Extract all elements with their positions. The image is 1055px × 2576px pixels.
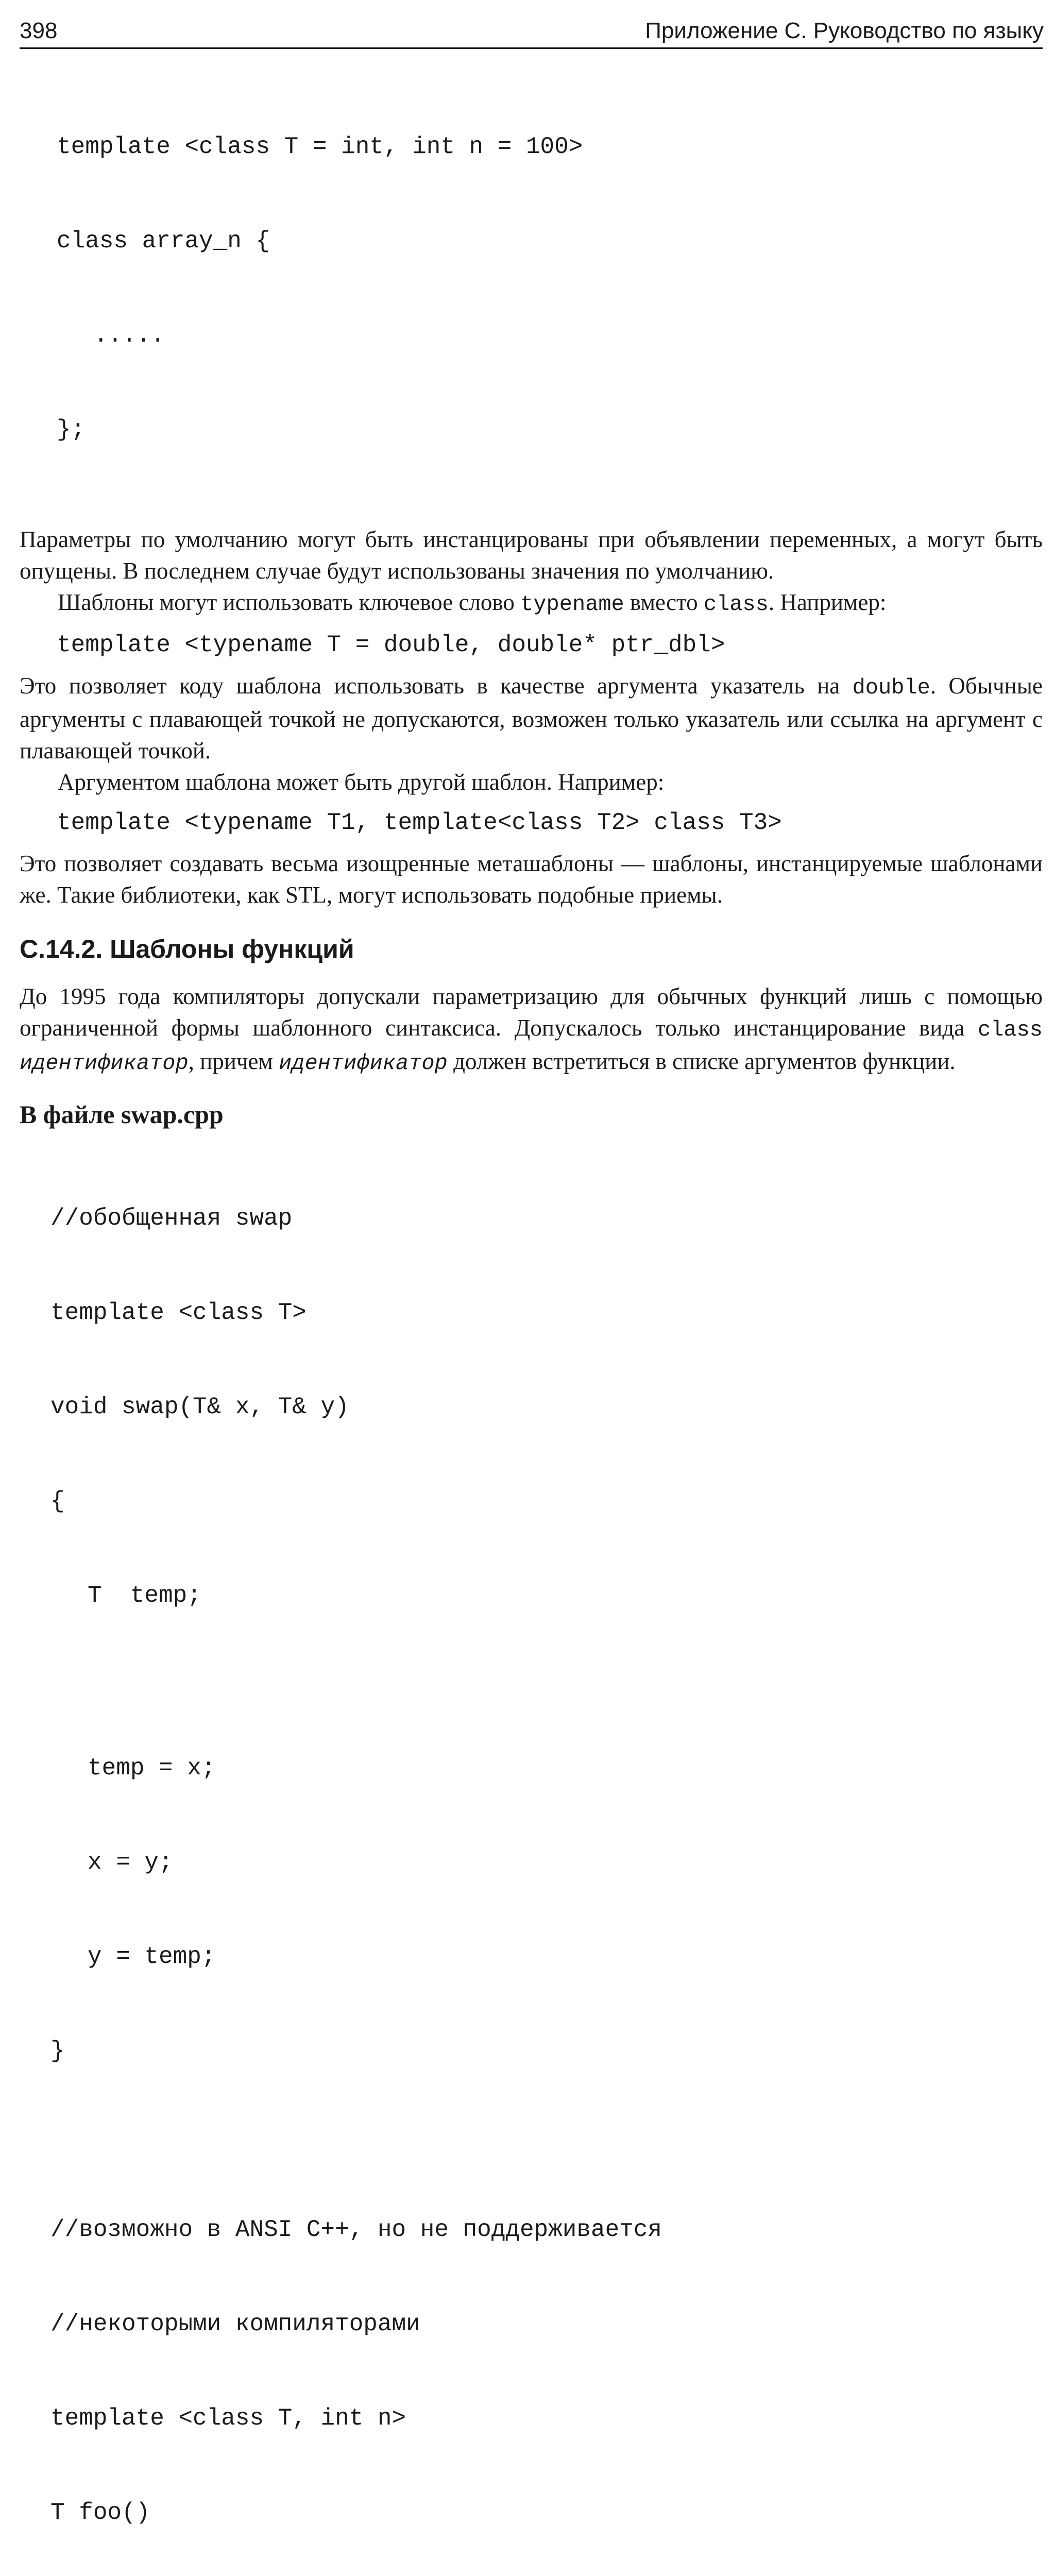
code-line: temp = x; <box>88 1755 216 1782</box>
text: . Например: <box>768 589 887 615</box>
text: , причем <box>188 1048 279 1074</box>
paragraph-function-templates <box>20 981 1043 1079</box>
paragraph-double-pointer <box>20 670 1043 767</box>
code-block-array-template <box>20 69 1043 509</box>
code-line: template <class T> <box>50 1299 307 1326</box>
paragraph-template-argument: Аргументом шаблона может быть другой шаблон. Например: <box>58 769 665 795</box>
file-title: В файле swap.cpp <box>20 1100 224 1129</box>
text: Шаблоны могут использовать ключевое слово <box>58 589 521 615</box>
text: вместо <box>624 589 704 615</box>
code-line: x = y; <box>88 1849 173 1876</box>
code-block-swap <box>20 1140 1043 2576</box>
code-line-template-template: template <typename T1, template<class T2> class T3> <box>57 809 782 836</box>
text: До 1995 года компиляторы допускали параметризацию для обычных функций лишь с помощью ограниченной формы шаблонного синтаксиса. Допускалось только инстанцирование вида <box>20 984 1043 1041</box>
inline-code-typename: typename <box>520 592 624 617</box>
paragraph-metatemplates: Это позволяет создавать весьма изощренные меташаблоны — шаблоны, инстанцируемые шаблонами же. Такие библиотеки, как STL, могут использовать подобные приемы. <box>20 851 1043 908</box>
code-line: template <class T = int, int n = 100> <box>57 133 583 160</box>
code-line: class array_n { <box>57 228 270 255</box>
code-line: T foo() <box>50 2499 150 2526</box>
text: . Обычные аргументы с плавающей точкой не допускаются, возможен только указатель или ссылка на аргумент с плавающей точкой. <box>20 673 1043 764</box>
code-line: template <class T, int n> <box>50 2405 406 2432</box>
code-line: y = temp; <box>88 1943 216 1970</box>
book-page <box>20 18 1043 2576</box>
code-line-typename-template: template <typename T = double, double* ptr_dbl> <box>57 632 725 658</box>
inline-code-class: class <box>703 592 769 617</box>
code-line: //обобщенная swap <box>50 1205 293 1232</box>
inline-code-double: double <box>852 675 930 700</box>
text: Это позволяет коду шаблона использовать в качестве аргумента указатель на <box>20 673 853 699</box>
paragraph-typename <box>20 587 1043 620</box>
code-line: }; <box>57 416 86 443</box>
paragraph-default-params: Параметры по умолчанию могут быть инстанцированы при объявлении переменных, а могут быть опущены. В последнем случае будут использованы значения по умолчанию. <box>20 527 1043 584</box>
inline-italic-identifier: идентификатор <box>279 1051 448 1076</box>
inline-code-class: class <box>977 1018 1043 1042</box>
inline-italic-identifier: идентификатор <box>20 1051 189 1076</box>
code-line: T temp; <box>88 1582 201 1609</box>
text: должен встретиться в списке аргументов функции. <box>447 1048 956 1074</box>
code-line: { <box>50 1488 65 1515</box>
code-line: } <box>50 2038 65 2064</box>
page-number: 398 <box>20 18 58 43</box>
code-line: ..... <box>94 322 165 349</box>
code-line: void swap(T& x, T& y) <box>50 1394 349 1420</box>
code-line: //возможно в ANSI C++, но не поддерживается <box>50 2216 662 2243</box>
running-title: Приложение С. Руководство по языку <box>645 18 1044 43</box>
code-line: //некоторыми компиляторами <box>50 2311 420 2337</box>
page-header <box>20 18 1043 49</box>
section-title: С.14.2. Шаблоны функций <box>20 935 354 963</box>
